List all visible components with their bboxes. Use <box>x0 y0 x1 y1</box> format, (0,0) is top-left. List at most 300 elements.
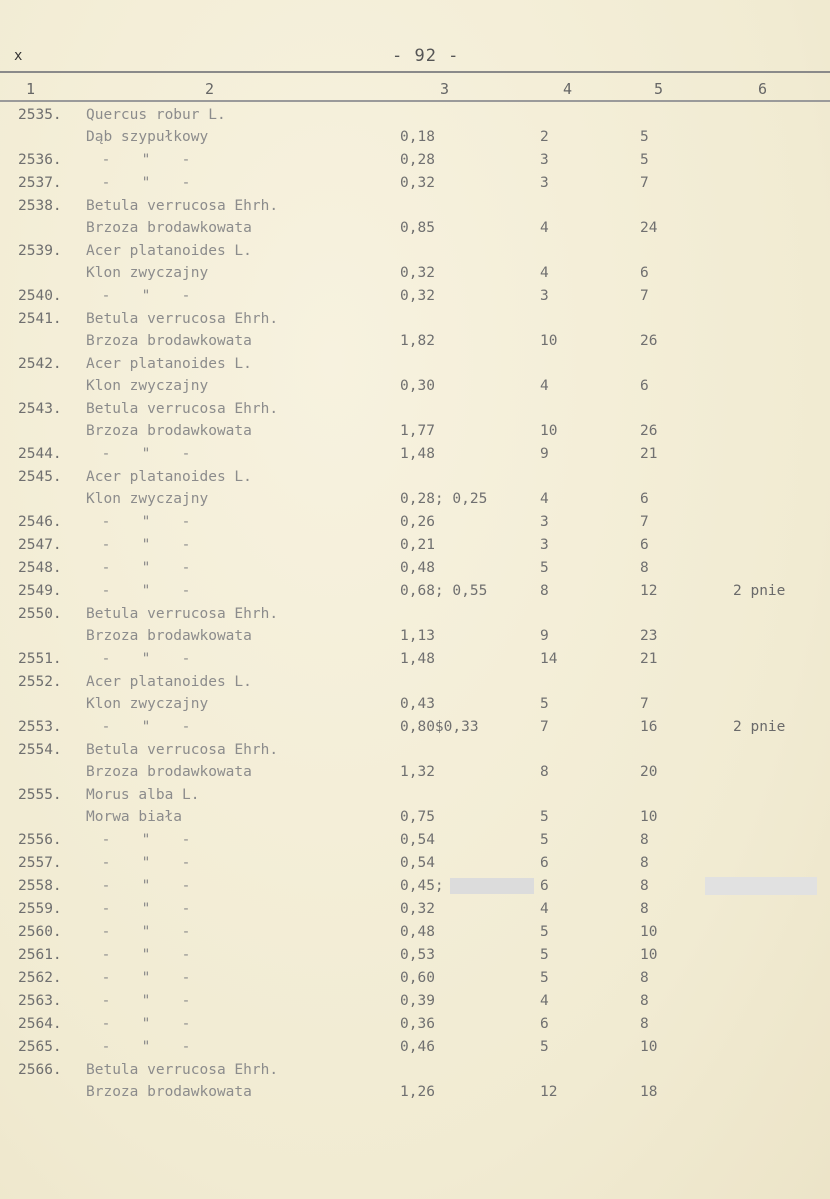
species-name <box>86 580 206 602</box>
table-body <box>0 104 830 1104</box>
column-3-value <box>400 126 435 148</box>
species-name <box>86 1036 206 1058</box>
column-5-value: 20 <box>640 764 658 780</box>
header-rule <box>0 71 830 73</box>
column-3-text: 0,18 <box>400 129 435 145</box>
species-name <box>86 990 206 1012</box>
column-5-value: 24 <box>640 220 658 236</box>
ditto-mark: " <box>141 651 151 667</box>
species-latin-name: Acer platanoides L. <box>86 674 252 690</box>
column-5-value: 8 <box>640 970 649 986</box>
column-3-value <box>400 1013 435 1035</box>
ditto-mark: - <box>181 651 191 667</box>
ditto-mark: " <box>141 446 151 462</box>
species-name <box>86 1013 206 1035</box>
table-row <box>0 1013 830 1036</box>
table-row <box>0 443 830 466</box>
ditto-mark: - <box>181 924 191 940</box>
column-5-value: 18 <box>640 1084 658 1100</box>
column-5-value: 7 <box>640 175 649 191</box>
ditto-mark: - <box>181 1039 191 1055</box>
table-row <box>0 1036 830 1059</box>
column-4-value: 4 <box>540 220 549 236</box>
row-number: 2561. <box>18 947 62 963</box>
column-4-value: 3 <box>540 288 549 304</box>
table-row <box>0 852 830 875</box>
species-name <box>86 921 206 943</box>
species-name <box>86 466 252 510</box>
row-number: 2562. <box>18 970 62 986</box>
column-3-text: 0,53 <box>400 947 435 963</box>
ditto-mark: " <box>141 175 151 191</box>
column-3-text: 0,43 <box>400 696 435 712</box>
column-5-value: 21 <box>640 446 658 462</box>
ditto-mark: - <box>101 719 111 735</box>
column-5-value: 7 <box>640 696 649 712</box>
species-name <box>86 240 252 284</box>
column-header-1: 1 <box>26 80 36 98</box>
species-name <box>86 716 206 738</box>
species-latin-name: Betula verrucosa Ehrh. <box>86 1062 279 1078</box>
column-5-value: 6 <box>640 265 649 281</box>
column-3-text: 0,26 <box>400 514 435 530</box>
column-5-value: 26 <box>640 423 658 439</box>
table-row <box>0 784 830 829</box>
species-polish-name: Brzoza brodawkowata <box>86 764 252 780</box>
row-number: 2566. <box>18 1062 62 1078</box>
ditto-mark: - <box>181 560 191 576</box>
species-name <box>86 557 206 579</box>
ditto-mark: " <box>141 901 151 917</box>
column-headers <box>0 80 830 98</box>
column-3-value <box>400 375 435 397</box>
column-3-value <box>400 262 435 284</box>
table-row <box>0 195 830 240</box>
column-5-value: 8 <box>640 901 649 917</box>
table-row <box>0 921 830 944</box>
species-polish-name: Morwa biała <box>86 809 183 825</box>
column-3-text: 0,32 <box>400 175 435 191</box>
column-5-value: 6 <box>640 537 649 553</box>
species-latin-name: Acer platanoides L. <box>86 243 252 259</box>
ditto-mark: - <box>101 901 111 917</box>
column-4-value: 9 <box>540 446 549 462</box>
column-3-text: 0,21 <box>400 537 435 553</box>
species-name <box>86 1059 278 1103</box>
species-name <box>86 967 206 989</box>
column-4-value: 5 <box>540 560 549 576</box>
species-name <box>86 534 206 556</box>
column-3-text: 0,75 <box>400 809 435 825</box>
column-5-value: 21 <box>640 651 658 667</box>
column-3-value <box>400 806 435 828</box>
species-name <box>86 829 206 851</box>
species-latin-name: Quercus robur L. <box>86 107 226 123</box>
column-3-value <box>400 511 435 533</box>
column-3-text: 0,85 <box>400 220 435 236</box>
ditto-mark: - <box>101 878 111 894</box>
species-name <box>86 671 252 715</box>
row-number: 2545. <box>18 469 62 485</box>
ditto-mark: - <box>101 1016 111 1032</box>
table-row <box>0 557 830 580</box>
column-3-value <box>400 172 435 194</box>
column-5-value: 8 <box>640 855 649 871</box>
column-3-text: 1,32 <box>400 764 435 780</box>
species-polish-name: Brzoza brodawkowata <box>86 220 252 236</box>
species-name <box>86 308 278 352</box>
column-3-text: 1,48 <box>400 651 435 667</box>
species-name <box>86 944 206 966</box>
species-polish-name: Brzoza brodawkowata <box>86 1084 252 1100</box>
column-header-rule <box>0 100 830 102</box>
ditto-mark: - <box>181 947 191 963</box>
row-number: 2541. <box>18 311 62 327</box>
column-3-value <box>400 534 435 556</box>
column-3-value <box>400 420 435 442</box>
ditto-mark: - <box>181 288 191 304</box>
species-latin-name: Acer platanoides L. <box>86 469 252 485</box>
species-name <box>86 285 206 307</box>
species-latin-name: Betula verrucosa Ehrh. <box>86 198 279 214</box>
column-4-value: 3 <box>540 537 549 553</box>
species-name <box>86 898 206 920</box>
column-4-value: 4 <box>540 993 549 1009</box>
column-header-6: 6 <box>758 80 768 98</box>
ditto-mark: - <box>181 446 191 462</box>
row-number: 2563. <box>18 993 62 1009</box>
row-number: 2539. <box>18 243 62 259</box>
ditto-mark: - <box>181 537 191 553</box>
column-5-value: 8 <box>640 560 649 576</box>
species-latin-name: Betula verrucosa Ehrh. <box>86 606 279 622</box>
ditto-mark: " <box>141 878 151 894</box>
column-5-value: 10 <box>640 947 658 963</box>
column-3-value <box>400 149 435 171</box>
column-4-value: 5 <box>540 1039 549 1055</box>
row-number: 2543. <box>18 401 62 417</box>
ditto-mark: " <box>141 288 151 304</box>
column-4-value: 5 <box>540 832 549 848</box>
column-header-3: 3 <box>440 80 450 98</box>
column-5-value: 7 <box>640 514 649 530</box>
column-4-value: 4 <box>540 378 549 394</box>
ditto-mark: - <box>101 537 111 553</box>
column-4-value: 14 <box>540 651 558 667</box>
column-5-value: 8 <box>640 878 649 894</box>
ditto-mark: - <box>101 288 111 304</box>
table-row <box>0 829 830 852</box>
ditto-mark: " <box>141 537 151 553</box>
column-4-value: 5 <box>540 970 549 986</box>
ditto-mark: " <box>141 152 151 168</box>
column-5-value: 10 <box>640 924 658 940</box>
species-name <box>86 398 278 442</box>
table-row <box>0 398 830 443</box>
species-name <box>86 149 206 171</box>
column-5-value: 8 <box>640 832 649 848</box>
column-3-text: 0,48 <box>400 560 435 576</box>
ditto-mark: - <box>181 970 191 986</box>
row-number: 2540. <box>18 288 62 304</box>
ditto-mark: - <box>101 970 111 986</box>
table-row <box>0 172 830 195</box>
ditto-mark: - <box>181 855 191 871</box>
species-polish-name: Brzoza brodawkowata <box>86 628 252 644</box>
ditto-mark: - <box>101 152 111 168</box>
table-row <box>0 580 830 603</box>
ditto-mark: - <box>101 1039 111 1055</box>
column-3-value <box>400 1081 435 1103</box>
species-name <box>86 603 278 647</box>
ditto-mark: " <box>141 1039 151 1055</box>
ditto-mark: " <box>141 560 151 576</box>
column-3-value <box>400 898 435 920</box>
ditto-mark: " <box>141 947 151 963</box>
column-3-value <box>400 648 435 670</box>
ditto-mark: " <box>141 855 151 871</box>
column-3-text: 0,60 <box>400 970 435 986</box>
column-6-note: 2 pnie <box>733 583 786 599</box>
column-3-value <box>400 443 435 465</box>
column-3-text: 0,30 <box>400 378 435 394</box>
ditto-mark: - <box>101 832 111 848</box>
column-5-value: 6 <box>640 378 649 394</box>
row-number: 2560. <box>18 924 62 940</box>
ditto-mark: - <box>101 560 111 576</box>
species-polish-name: Brzoza brodawkowata <box>86 333 252 349</box>
column-3-value <box>400 580 487 602</box>
column-3-text: 0,39 <box>400 993 435 1009</box>
column-3-value <box>400 875 534 897</box>
row-number: 2546. <box>18 514 62 530</box>
column-5-value: 5 <box>640 129 649 145</box>
column-4-value: 5 <box>540 809 549 825</box>
column-5-value: 12 <box>640 583 658 599</box>
column-4-value: 6 <box>540 855 549 871</box>
column-3-value <box>400 625 435 647</box>
row-number: 2542. <box>18 356 62 372</box>
row-number: 2554. <box>18 742 62 758</box>
row-number: 2549. <box>18 583 62 599</box>
species-polish-name: Klon zwyczajny <box>86 378 209 394</box>
ditto-mark: - <box>181 583 191 599</box>
column-3-value <box>400 217 435 239</box>
row-number: 2550. <box>18 606 62 622</box>
row-number: 2544. <box>18 446 62 462</box>
table-row <box>0 671 830 716</box>
column-5-value: 26 <box>640 333 658 349</box>
ditto-mark: - <box>181 175 191 191</box>
column-4-value: 8 <box>540 583 549 599</box>
column-3-text: 0,28 <box>400 152 435 168</box>
column-4-value: 10 <box>540 333 558 349</box>
table-row <box>0 534 830 557</box>
page-number: - 92 - <box>392 46 460 66</box>
column-3-text: 1,82 <box>400 333 435 349</box>
column-4-value: 2 <box>540 129 549 145</box>
column-5-value: 8 <box>640 993 649 1009</box>
species-polish-name: Klon zwyczajny <box>86 491 209 507</box>
species-polish-name: Klon zwyczajny <box>86 265 209 281</box>
column-3-value <box>400 488 487 510</box>
ditto-mark: " <box>141 1016 151 1032</box>
column-3-value <box>400 944 435 966</box>
ditto-mark: - <box>181 514 191 530</box>
column-4-value: 5 <box>540 924 549 940</box>
ditto-mark: " <box>141 970 151 986</box>
column-3-text: 0,46 <box>400 1039 435 1055</box>
species-latin-name: Betula verrucosa Ehrh. <box>86 311 279 327</box>
species-name <box>86 739 278 783</box>
table-row <box>0 716 830 739</box>
column-3-value <box>400 921 435 943</box>
ditto-mark: - <box>101 924 111 940</box>
row-number: 2552. <box>18 674 62 690</box>
column-4-value: 3 <box>540 152 549 168</box>
redacted-area <box>450 878 534 894</box>
table-row <box>0 1059 830 1104</box>
column-3-value <box>400 829 435 851</box>
row-number: 2547. <box>18 537 62 553</box>
table-row <box>0 104 830 149</box>
column-3-text: 1,26 <box>400 1084 435 1100</box>
ditto-mark: - <box>101 514 111 530</box>
ditto-mark: " <box>141 993 151 1009</box>
column-4-value: 3 <box>540 175 549 191</box>
column-4-value: 10 <box>540 423 558 439</box>
ditto-mark: - <box>101 855 111 871</box>
column-3-text: 0,80$0,33 <box>400 719 479 735</box>
column-header-5: 5 <box>654 80 664 98</box>
ditto-mark: - <box>101 993 111 1009</box>
column-5-value: 7 <box>640 288 649 304</box>
redacted-note <box>705 877 817 895</box>
ditto-mark: " <box>141 924 151 940</box>
ditto-mark: " <box>141 514 151 530</box>
column-3-text: 1,13 <box>400 628 435 644</box>
species-polish-name: Klon zwyczajny <box>86 696 209 712</box>
column-5-value: 10 <box>640 1039 658 1055</box>
ditto-mark: - <box>181 152 191 168</box>
column-5-value: 5 <box>640 152 649 168</box>
species-polish-name: Brzoza brodawkowata <box>86 423 252 439</box>
column-3-value <box>400 330 435 352</box>
column-4-value: 4 <box>540 265 549 281</box>
column-3-value <box>400 852 435 874</box>
species-name <box>86 852 206 874</box>
table-row <box>0 149 830 172</box>
ditto-mark: - <box>181 993 191 1009</box>
species-name <box>86 511 206 533</box>
row-number: 2536. <box>18 152 62 168</box>
column-3-value <box>400 557 435 579</box>
column-3-text: 0,36 <box>400 1016 435 1032</box>
column-3-value <box>400 285 435 307</box>
table-row <box>0 466 830 511</box>
column-4-value: 5 <box>540 696 549 712</box>
column-4-value: 3 <box>540 514 549 530</box>
column-4-value: 7 <box>540 719 549 735</box>
column-5-value: 10 <box>640 809 658 825</box>
table-row <box>0 967 830 990</box>
column-3-text: 0,54 <box>400 855 435 871</box>
column-4-value: 4 <box>540 491 549 507</box>
table-row <box>0 603 830 648</box>
column-header-4: 4 <box>563 80 573 98</box>
column-3-value <box>400 990 435 1012</box>
species-latin-name: Betula verrucosa Ehrh. <box>86 742 279 758</box>
species-name <box>86 172 206 194</box>
row-number: 2535. <box>18 107 62 123</box>
ditto-mark: - <box>101 651 111 667</box>
corner-mark: x <box>14 48 23 64</box>
column-4-value: 5 <box>540 947 549 963</box>
column-3-text: 0,48 <box>400 924 435 940</box>
column-3-text: 0,32 <box>400 901 435 917</box>
column-5-value: 8 <box>640 1016 649 1032</box>
ditto-mark: - <box>101 947 111 963</box>
row-number: 2538. <box>18 198 62 214</box>
column-3-text: 0,32 <box>400 288 435 304</box>
column-4-value: 6 <box>540 1016 549 1032</box>
row-number: 2558. <box>18 878 62 894</box>
ditto-mark: " <box>141 832 151 848</box>
column-3-text: 0,32 <box>400 265 435 281</box>
column-4-value: 6 <box>540 878 549 894</box>
table-row <box>0 944 830 967</box>
species-name <box>86 875 206 897</box>
ditto-mark: - <box>181 719 191 735</box>
column-4-value: 4 <box>540 901 549 917</box>
column-3-value <box>400 716 479 738</box>
row-number: 2548. <box>18 560 62 576</box>
ditto-mark: " <box>141 583 151 599</box>
row-number: 2537. <box>18 175 62 191</box>
row-number: 2559. <box>18 901 62 917</box>
column-3-text: 0,28; 0,25 <box>400 491 488 507</box>
species-name <box>86 443 206 465</box>
table-row <box>0 511 830 534</box>
column-6-note: 2 pnie <box>733 719 786 735</box>
ditto-mark: - <box>101 175 111 191</box>
species-name <box>86 195 278 239</box>
table-row <box>0 739 830 784</box>
column-5-value: 16 <box>640 719 658 735</box>
ditto-mark: - <box>181 878 191 894</box>
table-row <box>0 898 830 921</box>
species-name <box>86 353 252 397</box>
table-row <box>0 648 830 671</box>
table-row <box>0 240 830 285</box>
species-name <box>86 784 200 828</box>
column-5-value: 6 <box>640 491 649 507</box>
ditto-mark: - <box>101 446 111 462</box>
row-number: 2555. <box>18 787 62 803</box>
column-3-text: 0,54 <box>400 832 435 848</box>
species-latin-name: Morus alba L. <box>86 787 200 803</box>
column-3-value <box>400 761 435 783</box>
row-number: 2565. <box>18 1039 62 1055</box>
column-header-2: 2 <box>205 80 215 98</box>
table-row <box>0 875 830 898</box>
species-latin-name: Betula verrucosa Ehrh. <box>86 401 279 417</box>
table-row <box>0 990 830 1013</box>
column-3-text: 0,45; <box>400 878 444 894</box>
column-4-value: 12 <box>540 1084 558 1100</box>
row-number: 2551. <box>18 651 62 667</box>
ditto-mark: - <box>181 832 191 848</box>
